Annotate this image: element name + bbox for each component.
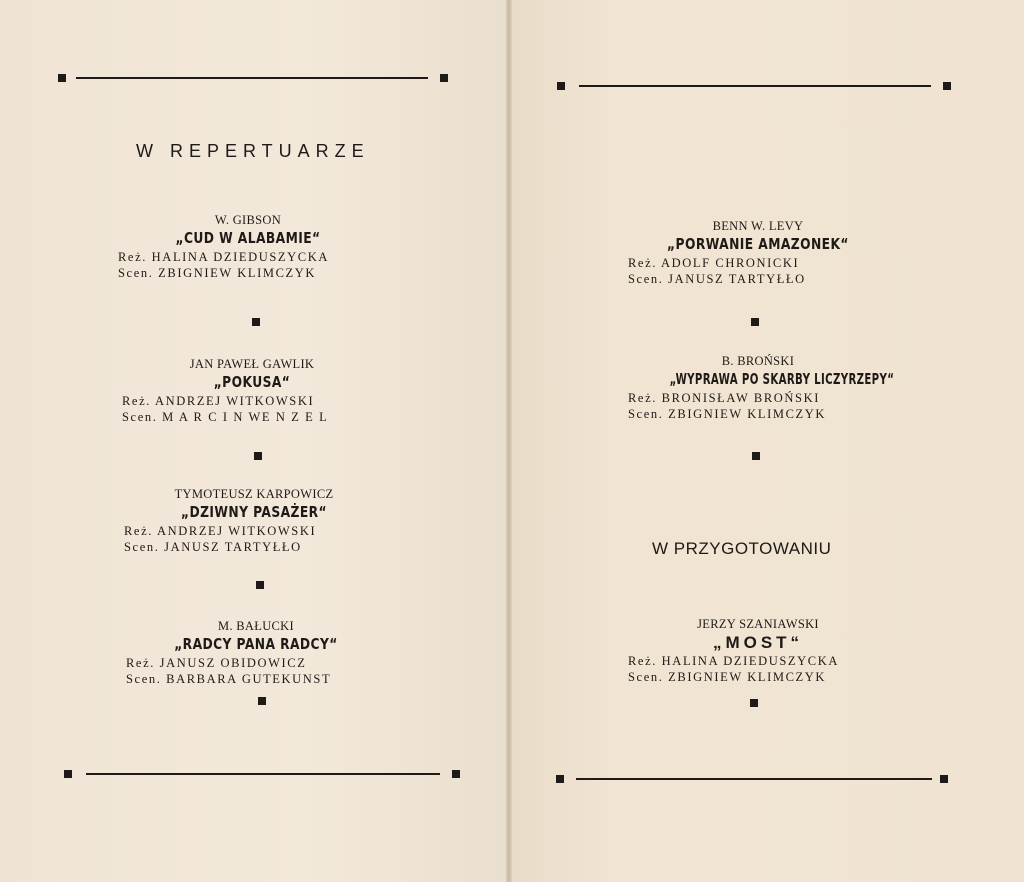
entry-scenography: Scen. JANUSZ TARTYŁŁO [124, 540, 302, 554]
entry-title: „PORWANIE AMAZONEK“ [667, 235, 849, 253]
separator-square-icon [750, 699, 758, 707]
right-top-rule [557, 80, 955, 92]
entry-director: Reż. ADOLF CHRONICKI [628, 256, 800, 270]
entry-director: Reż. HALINA DZIEDUSZYCKA [118, 250, 329, 264]
separator-square-icon [258, 697, 266, 705]
repertoire-entry [124, 486, 384, 555]
entry-director: Reż. ANDRZEJ WITKOWSKI [124, 524, 317, 538]
entry-scenography: Scen. ZBIGNIEW KLIMCZYK [628, 407, 826, 421]
repertoire-entry [122, 356, 382, 425]
rule-square-icon [58, 74, 66, 82]
rule-square-icon [940, 775, 948, 783]
rule-square-icon [943, 82, 951, 90]
entry-director: Reż. JANUSZ OBIDOWICZ [126, 656, 307, 670]
repertoire-entry [126, 618, 386, 687]
rule-line [86, 773, 440, 775]
rule-square-icon [452, 770, 460, 778]
separator-square-icon [751, 318, 759, 326]
left-bottom-rule [64, 768, 462, 780]
entry-title: „WYPRAWA PO SKARBY LICZYRZEPY“ [669, 370, 895, 388]
entry-scenography: Scen. M A R C I N WE N Z E L [122, 410, 329, 424]
entry-director: Reż. HALINA DZIEDUSZYCKA [628, 654, 839, 668]
rule-line [576, 778, 932, 780]
entry-author: BENN W. LEVY [712, 219, 804, 233]
entry-author: W. GIBSON [214, 213, 282, 227]
entry-scenography: Scen. ZBIGNIEW KLIMCZYK [628, 670, 826, 684]
separator-square-icon [252, 318, 260, 326]
repertoire-heading: W REPERTUARZE [136, 141, 370, 161]
page-gutter [506, 0, 512, 882]
entry-author: JERZY SZANIAWSKI [697, 617, 819, 631]
entry-title: „POKUSA“ [213, 373, 291, 391]
separator-square-icon [752, 452, 760, 460]
left-top-rule [58, 72, 450, 84]
in-preparation-heading: W PRZYGOTOWANIU [652, 539, 832, 558]
entry-author: JAN PAWEŁ GAWLIK [189, 357, 315, 371]
rule-line [579, 85, 931, 87]
repertoire-entry [118, 212, 378, 281]
entry-scenography: Scen. JANUSZ TARTYŁŁO [628, 272, 806, 286]
entry-title: „DZIWNY PASAŻER“ [180, 503, 328, 521]
rule-line [76, 77, 428, 79]
entry-title: „RADCY PANA RADCY“ [174, 635, 338, 653]
rule-square-icon [64, 770, 72, 778]
entry-scenography: Scen. ZBIGNIEW KLIMCZYK [118, 266, 316, 280]
entry-author: M. BAŁUCKI [218, 619, 294, 633]
rule-square-icon [440, 74, 448, 82]
entry-scenography: Scen. BARBARA GUTEKUNST [126, 672, 332, 686]
right-bottom-rule [556, 773, 952, 785]
repertoire-entry [628, 218, 888, 287]
entry-director: Reż. BRONISŁAW BROŃSKI [628, 391, 820, 405]
separator-square-icon [256, 581, 264, 589]
entry-author: TYMOTEUSZ KARPOWICZ [174, 487, 334, 501]
entry-author: B. BROŃSKI [721, 354, 795, 368]
rule-square-icon [556, 775, 564, 783]
repertoire-entry [628, 353, 895, 422]
entry-title: „MOST“ [712, 633, 804, 652]
right-page [512, 0, 1024, 882]
rule-square-icon [557, 82, 565, 90]
entry-title: „CUD W ALABAMIE“ [175, 229, 321, 247]
left-page [0, 0, 508, 882]
upcoming-entry [628, 616, 888, 685]
entry-director: Reż. ANDRZEJ WITKOWSKI [122, 394, 315, 408]
separator-square-icon [254, 452, 262, 460]
